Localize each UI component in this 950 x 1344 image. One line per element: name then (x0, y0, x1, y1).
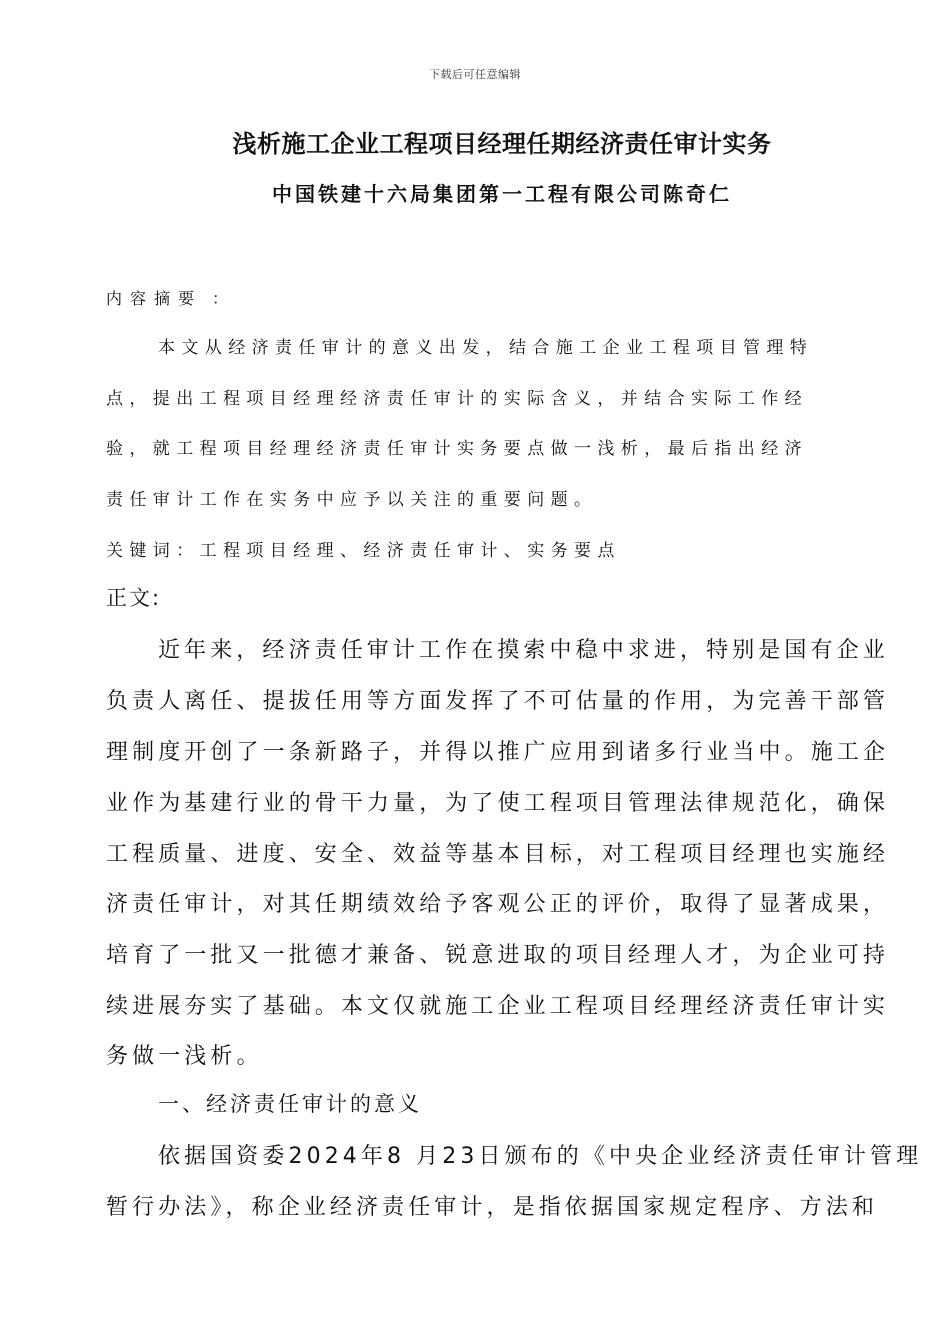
body-label: 正文: (106, 586, 162, 610)
abstract-line: 责任审计工作在实务中应予以关注的重要问题。 (106, 490, 598, 510)
body-paragraph-line: 务做一浅析。 (106, 1044, 263, 1069)
body-paragraph-line: 续进展夯实了基础。本文仅就施工企业工程项目经理经济责任审计实 (106, 994, 890, 1019)
body-paragraph-line: 工程质量、进度、安全、效益等基本目标，对工程项目经理也实施经 (106, 842, 890, 867)
abstract-label-text: 内容摘要 (106, 289, 203, 308)
body-paragraph-line: 暂行办法》，称企业经济责任审计，是指依据国家规定程序、方法和 (106, 1195, 879, 1220)
document-title: 浅析施工企业工程项目经理任期经济责任审计实务 (232, 130, 772, 158)
body-paragraph-line: 负责人离任、提拔任用等方面发挥了不可估量的作用，为完善干部管 (106, 689, 890, 714)
author-affiliation: 中国铁建十六局集团第一工程有限公司陈奇仁 (272, 182, 732, 206)
body-paragraph-line: 依据国资委2024年8 月23日颁布的《中央企业经济责任审计管理 (158, 1144, 923, 1169)
body-paragraph-line: 近年来，经济责任审计工作在摸索中稳中求进，特别是国有企业 (158, 638, 889, 663)
abstract-line: 点，提出工程项目经理经济责任审计的实际含义，并结合实际工作经 (106, 389, 808, 409)
header-note: 下载后可任意编辑 (429, 68, 521, 81)
keywords-line: 关键词：工程项目经理、经济责任审计、实务要点 (106, 541, 621, 561)
body-paragraph-line: 理制度开创了一条新路子，并得以推广应用到诸多行业当中。施工企 (106, 740, 890, 765)
body-paragraph-line: 济责任审计，对其任期绩效给予客观公正的评价，取得了显著成果， (106, 892, 890, 917)
abstract-label (106, 286, 236, 309)
section-heading: 一、经济责任审计的意义 (158, 1092, 422, 1116)
body-paragraph-line: 业作为基建行业的骨干力量，为了使工程项目管理法律规范化，确保 (106, 791, 890, 816)
body-paragraph-line: 培育了一批又一批德才兼备、锐意进取的项目经理人才，为企业可持 (106, 943, 890, 968)
abstract-label-colon: ： (212, 289, 237, 308)
abstract-line: 验，就工程项目经理经济责任审计实务要点做一浅析，最后指出经济 (106, 439, 808, 459)
abstract-line: 本文从经济责任审计的意义出发，结合施工企业工程项目管理特 (158, 338, 814, 358)
